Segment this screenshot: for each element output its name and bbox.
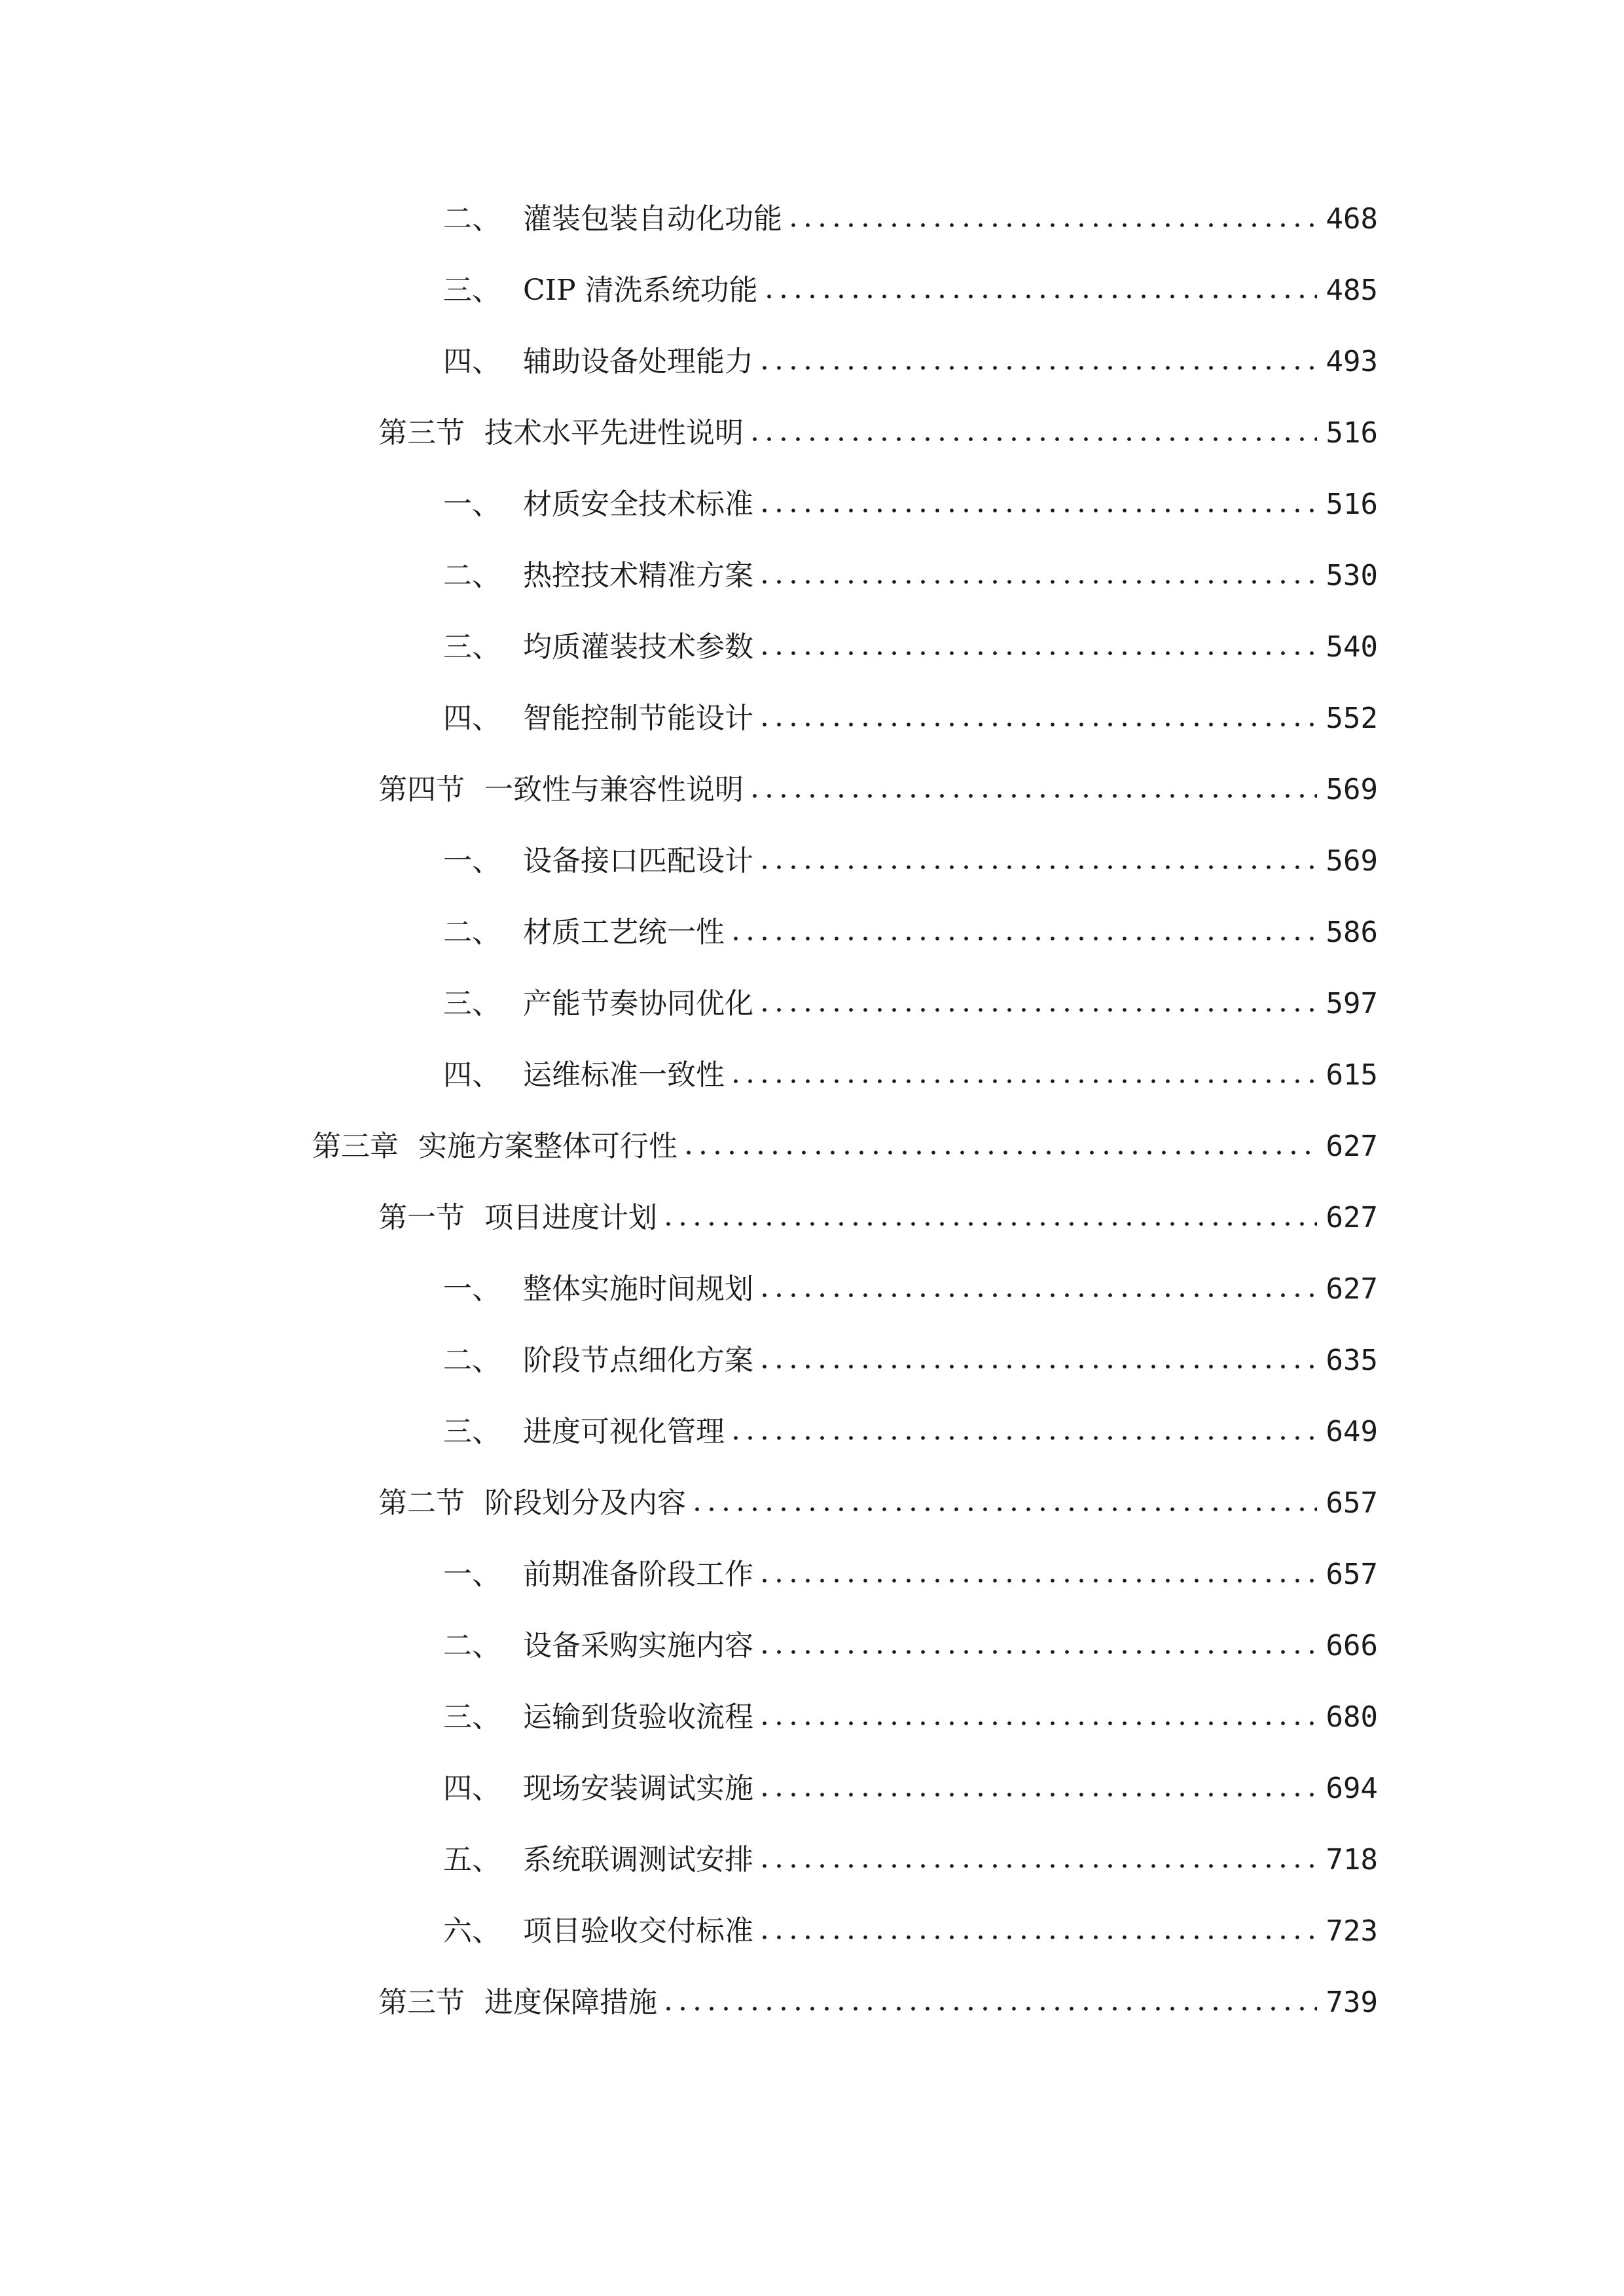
toc-entry-title: 设备接口匹配设计 (523, 844, 753, 878)
dot-leader (757, 1363, 1317, 1370)
toc-entry[interactable] (443, 1763, 1378, 1815)
toc-entry-number: 三、 (443, 274, 501, 307)
toc-entry-title: 前期准备阶段工作 (523, 1558, 753, 1591)
dot-leader (757, 1934, 1317, 1941)
toc-entry[interactable] (443, 1049, 1378, 1102)
toc-entry-number: 一、 (443, 1558, 501, 1591)
toc-entry-page: 569 (1326, 844, 1378, 878)
dot-leader (757, 650, 1317, 656)
toc-entry[interactable] (443, 193, 1378, 245)
toc-entry-number: 二、 (443, 916, 501, 949)
toc-entry[interactable] (443, 906, 1378, 959)
dot-leader (757, 365, 1317, 371)
toc-entry-title: 整体实施时间规划 (523, 1272, 753, 1306)
toc-entry-page: 723 (1326, 1914, 1378, 1948)
toc-entry-number: 四、 (443, 1772, 501, 1805)
dot-leader (661, 1221, 1317, 1227)
dot-leader (757, 864, 1317, 870)
toc-entry[interactable] (443, 550, 1378, 602)
toc-entry-title: 均质灌装技术参数 (523, 630, 753, 664)
toc-entry-number: 四、 (443, 345, 501, 378)
toc-entry-number: 二、 (443, 1344, 501, 1377)
toc-entry-number: 二、 (443, 202, 501, 236)
toc-entry-number: 三、 (443, 987, 501, 1020)
toc-entry-number: 第三节 (378, 1986, 465, 2019)
dot-leader (661, 2005, 1317, 2012)
toc-entry-page: 718 (1326, 1843, 1378, 1876)
toc-entry-title: 项目进度计划 (484, 1201, 657, 1234)
toc-entry[interactable] (443, 1263, 1378, 1316)
toc-entry[interactable] (443, 1834, 1378, 1886)
toc-entry[interactable] (443, 692, 1378, 745)
toc-entry-title: 系统联调测试安排 (523, 1843, 753, 1876)
toc-entry-page: 627 (1326, 1201, 1378, 1234)
toc-entry-page: 649 (1326, 1415, 1378, 1448)
toc-entry-number: 一、 (443, 844, 501, 878)
toc-entry-number: 三、 (443, 630, 501, 664)
toc-entry-number: 四、 (443, 702, 501, 735)
toc-entry[interactable] (443, 835, 1378, 888)
toc-entry-number: 第一节 (378, 1201, 465, 1234)
toc-entry-page: 586 (1326, 916, 1378, 949)
toc-entry-page: 615 (1326, 1058, 1378, 1092)
toc-entry[interactable] (443, 264, 1378, 317)
toc-entry-title: 阶段节点细化方案 (523, 1344, 753, 1377)
toc-entry[interactable] (378, 1192, 1378, 1244)
toc-entry-title: CIP 清洗系统功能 (523, 274, 758, 307)
toc-entry-page: 485 (1326, 274, 1378, 307)
toc-entry-number: 二、 (443, 1629, 501, 1662)
toc-entry-page: 694 (1326, 1772, 1378, 1805)
toc-entry-page: 657 (1326, 1486, 1378, 1520)
toc-entry[interactable] (443, 978, 1378, 1030)
dot-leader (757, 1292, 1317, 1299)
toc-entry[interactable] (443, 621, 1378, 673)
toc-entry-number: 四、 (443, 1058, 501, 1092)
toc-entry-page: 516 (1326, 416, 1378, 450)
toc-entry-title: 灌装包装自动化功能 (523, 202, 782, 236)
toc-entry-number: 第三节 (378, 416, 465, 450)
dot-leader (757, 1863, 1317, 1869)
toc-entry[interactable] (378, 407, 1378, 459)
toc-entry-title: 智能控制节能设计 (523, 702, 753, 735)
toc-entry[interactable] (443, 1905, 1378, 1958)
toc-entry-page: 516 (1326, 488, 1378, 521)
dot-leader (729, 935, 1317, 942)
toc-entry[interactable] (443, 1406, 1378, 1458)
toc-entry-title: 进度保障措施 (484, 1986, 657, 2019)
toc-entry[interactable] (443, 1335, 1378, 1387)
toc-entry-title: 实施方案整体可行性 (418, 1130, 677, 1163)
toc-entry-title: 产能节奏协同优化 (523, 987, 753, 1020)
toc-entry-title: 辅助设备处理能力 (523, 345, 753, 378)
toc-entry-title: 项目验收交付标准 (523, 1914, 753, 1948)
dot-leader (757, 507, 1317, 514)
toc-entry-title: 设备采购实施内容 (523, 1629, 753, 1662)
toc-entry-number: 五、 (443, 1843, 501, 1876)
toc-entry-number: 六、 (443, 1914, 501, 1948)
toc-entry-number: 一、 (443, 1272, 501, 1306)
toc-entry-number: 第三章 (312, 1130, 399, 1163)
toc-entry-page: 552 (1326, 702, 1378, 735)
toc-entry-title: 进度可视化管理 (523, 1415, 725, 1448)
toc-entry-title: 运维标准一致性 (523, 1058, 725, 1092)
dot-leader (681, 1149, 1317, 1156)
toc-entry[interactable] (312, 1121, 1378, 1173)
toc-entry[interactable] (378, 764, 1378, 816)
dot-leader (690, 1506, 1317, 1513)
toc-entry-page: 657 (1326, 1558, 1378, 1591)
dot-leader (757, 721, 1317, 728)
toc-entry-page: 540 (1326, 630, 1378, 664)
toc-entry-number: 第四节 (378, 773, 465, 806)
dot-leader (757, 1649, 1317, 1655)
dot-leader (757, 1720, 1317, 1727)
toc-entry-title: 阶段划分及内容 (484, 1486, 686, 1520)
toc-entry-title: 现场安装调试实施 (523, 1772, 753, 1805)
toc-entry-page: 680 (1326, 1700, 1378, 1734)
dot-leader (729, 1435, 1317, 1441)
toc-entry-page: 627 (1326, 1272, 1378, 1306)
toc-entry-page: 493 (1326, 345, 1378, 378)
toc-entry-title: 材质安全技术标准 (523, 488, 753, 521)
dot-leader (748, 793, 1317, 799)
toc-entry-number: 三、 (443, 1700, 501, 1734)
toc-entry-number: 二、 (443, 559, 501, 592)
toc-entry[interactable] (443, 336, 1378, 388)
toc-entry-title: 运输到货验收流程 (523, 1700, 753, 1734)
dot-leader (762, 293, 1317, 300)
toc-entry-number: 第二节 (378, 1486, 465, 1520)
toc-entry-title: 技术水平先进性说明 (484, 416, 744, 450)
toc-entry-page: 597 (1326, 987, 1378, 1020)
dot-leader (748, 436, 1317, 442)
toc-entry[interactable] (378, 1477, 1378, 1530)
dot-leader (757, 1007, 1317, 1013)
toc-entry-title: 材质工艺统一性 (523, 916, 725, 949)
toc-entry-page: 666 (1326, 1629, 1378, 1662)
toc-entry-page: 530 (1326, 559, 1378, 592)
toc-entry[interactable] (378, 1977, 1378, 2029)
toc-entry[interactable] (443, 1549, 1378, 1601)
toc-entry-page: 569 (1326, 773, 1378, 806)
toc-entry-page: 627 (1326, 1130, 1378, 1163)
toc-entry-page: 635 (1326, 1344, 1378, 1377)
toc-entry-page: 739 (1326, 1986, 1378, 2019)
toc-entry[interactable] (443, 1691, 1378, 1744)
toc-entry-number: 三、 (443, 1415, 501, 1448)
dot-leader (757, 1791, 1317, 1798)
toc-entry-number: 一、 (443, 488, 501, 521)
toc-entry-title: 热控技术精准方案 (523, 559, 753, 592)
toc-entry[interactable] (443, 478, 1378, 531)
dot-leader (729, 1078, 1317, 1085)
dot-leader (757, 1577, 1317, 1584)
toc-entry[interactable] (443, 1620, 1378, 1672)
dot-leader (786, 222, 1317, 228)
toc-entry-title: 一致性与兼容性说明 (484, 773, 744, 806)
dot-leader (757, 579, 1317, 585)
toc-entry-page: 468 (1326, 202, 1378, 236)
